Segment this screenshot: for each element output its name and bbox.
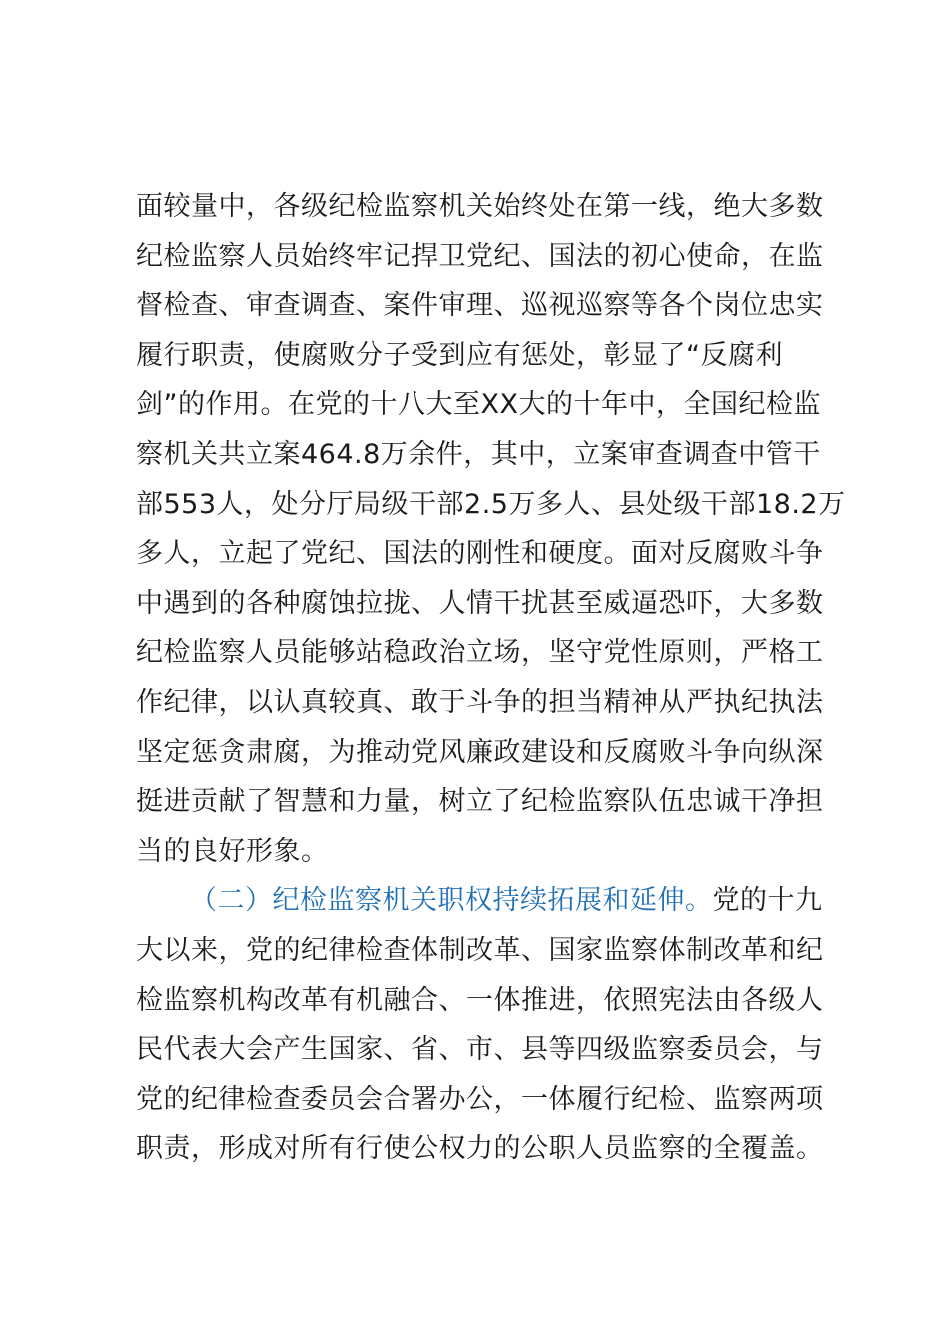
text-line: 履行职责，使腐败分子受到应有惩处，彰显了“反腐利 xyxy=(136,339,783,371)
text-line: 检监察机构改革有机融合、一体推进，依照宪法由各级人 xyxy=(136,984,824,1016)
text-line: 纪检监察人员始终牢记捍卫党纪、国法的初心使命，在监 xyxy=(136,240,824,272)
body-text xyxy=(136,182,856,1174)
text-line: 面较量中，各级纪检监察机关始终处在第一线，绝大多数 xyxy=(136,191,824,222)
text-line: 党的纪律检查委员会合署办公，一体履行纪检、监察两项 xyxy=(136,1083,824,1115)
text-line: 部553人，处分厅局级干部2.5万多人、县处级干部18.2万 xyxy=(136,488,846,520)
text-line: 挺进贡献了智慧和力量，树立了纪检监察队伍忠诚干净担 xyxy=(136,786,824,818)
text-line: 坚定惩贪肃腐，为推动党风廉政建设和反腐败斗争向纵深 xyxy=(136,736,824,768)
heading-continuation: 党的十九 xyxy=(712,885,823,917)
text-line: 作纪律，以认真较真、敢于斗争的担当精神从严执纪执法 xyxy=(136,686,824,718)
text-line: 职责，形成对所有行使公权力的公职人员监察的全覆盖。 xyxy=(136,1133,824,1165)
text-line: 民代表大会产生国家、省、市、县等四级监察委员会，与 xyxy=(136,1034,824,1066)
text-line: 督检查、审查调查、案件审理、巡视巡察等各个岗位忠实 xyxy=(136,290,824,322)
text-line: 多人，立起了党纪、国法的刚性和硬度。面对反腐败斗争 xyxy=(136,538,824,570)
text-line: 当的良好形象。 xyxy=(136,835,329,867)
text-line: 察机关共立案464.8万余件，其中，立案审查调查中管干 xyxy=(136,438,821,470)
paragraph-1 xyxy=(136,182,856,876)
text-line: 剑”的作用。在党的十八大至XX大的十年中，全国纪检监 xyxy=(136,389,821,421)
text-line xyxy=(136,876,856,926)
text-line: 纪检监察人员能够站稳政治立场，坚守党性原则，严格工 xyxy=(136,637,824,669)
text-line: 中遇到的各种腐蚀拉拢、人情干扰甚至威逼恐吓，大多数 xyxy=(136,587,824,619)
text-line: 大以来，党的纪律检查体制改革、国家监察体制改革和纪 xyxy=(136,934,824,966)
paragraph-2 xyxy=(136,876,856,1174)
section-heading: （二）纪检监察机关职权持续拓展和延伸。 xyxy=(190,885,713,917)
